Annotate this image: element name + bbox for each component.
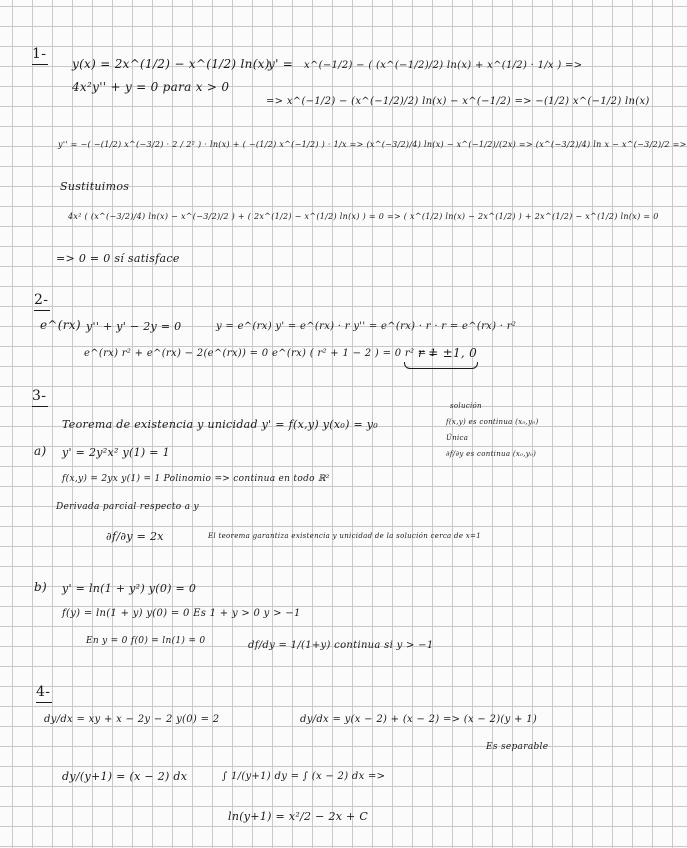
section-1-underline	[32, 64, 48, 65]
section-1-conclusion: => 0 = 0 sí satisface	[56, 252, 180, 265]
part-a-problem: y' = 2y²x² y(1) = 1	[62, 446, 170, 459]
part-b-label: b)	[34, 580, 47, 594]
separable-note: Es separable	[486, 742, 549, 752]
section-4-underline	[36, 702, 52, 703]
part-a-conclusion: El teorema garantiza existencia y unicidad de la solución cerca de x=1	[208, 532, 481, 540]
section-1-number: 1-	[32, 46, 47, 62]
partial-derivative: ∂f/∂y = 2x	[106, 530, 164, 543]
substitution-expression: 4x² ( (x^(−3/2)/4) ln(x) − x^(−3/2)/2 ) + ( 2x^(1/2) − x^(1/2) ln(x) ) = 0 => ( x^(1/2) ln(x) − 2x^(1/2) ) + 2x^(1/2) − x^(1/2) ln(x) = 0	[68, 212, 659, 221]
part-b-problem: y' = ln(1 + y²) y(0) = 0	[62, 582, 197, 595]
section-4-factored: dy/dx = y(x − 2) + (x − 2) => (x − 2)(y + 1)	[300, 714, 538, 725]
part-a-label: a)	[34, 444, 47, 458]
side-note-line-3: Única	[446, 434, 469, 442]
first-derivative-label: y' =	[268, 57, 294, 71]
side-note-line-4: ∂f/∂y es continua (x₀,y₀)	[446, 450, 537, 458]
side-note-line-1: solución	[450, 402, 482, 410]
section-2-underline	[34, 310, 50, 311]
section-4-equation: dy/dx = xy + x − 2y − 2 y(0) = 2	[44, 714, 220, 725]
section-2-derivatives: y = e^(rx) y' = e^(rx) · r y'' = e^(rx) · r · r = e^(rx) · r²	[216, 321, 517, 332]
side-note-line-2: f(x,y) es continua (x₀,y₀)	[446, 418, 539, 426]
result-bracket	[404, 362, 478, 369]
integral-result: ln(y+1) = x²/2 − 2x + C	[228, 810, 369, 823]
section-2-equation: y'' + y' − 2y = 0	[86, 320, 182, 333]
section-2-substitution: e^(rx) r² + e^(rx) − 2(e^(rx)) = 0 e^(rx) ( r² + 1 − 2 ) = 0 r² = 1	[84, 348, 437, 359]
part-a-function: f(x,y) = 2yx y(1) = 1 Polinomio => continua en todo ℝ²	[62, 474, 330, 484]
section-2-number: 2-	[34, 292, 49, 308]
exponential-ansatz: e^(rx)	[40, 318, 81, 332]
given-function: y(x) = 2x^(1/2) − x^(1/2) ln(x)	[72, 57, 270, 71]
section-2-roots: r = ±1, 0	[418, 346, 478, 360]
differential-equation: 4x²y'' + y = 0 para x > 0	[72, 80, 230, 94]
second-derivative: y'' = −( −(1/2) x^(−3/2) · 2 / 2² ) · ln(x) + ( −(1/2) x^(−1/2) ) · 1/x => (x^(−3/2)/4) ln(x) − x^(−1/2)/(2x) => (x^(−3/2)/4) ln x − x^(−3/2)/2 =>	[58, 140, 687, 149]
integral-expression: ∫ 1/(y+1) dy = ∫ (x − 2) dx =>	[222, 771, 386, 782]
section-3-underline	[32, 406, 48, 407]
substitute-label: Sustituimos	[60, 180, 130, 193]
section-3-number: 3-	[32, 388, 47, 404]
first-derivative-simplified: => x^(−1/2) − (x^(−1/2)/2) ln(x) − x^(−1/2) => −(1/2) x^(−1/2) ln(x)	[266, 96, 650, 107]
separated-variables: dy/(y+1) = (x − 2) dx	[62, 770, 188, 783]
section-4-number: 4-	[36, 684, 51, 700]
first-derivative-expression: x^(−1/2) − ( (x^(−1/2)/2) ln(x) + x^(1/2) · 1/x ) =>	[304, 60, 583, 71]
theorem-statement: Teorema de existencia y unicidad y' = f(x,y) y(x₀) = y₀	[62, 418, 379, 431]
part-b-partial: df/dy = 1/(1+y) continua si y > −1	[248, 640, 434, 651]
part-b-function: f(y) = ln(1 + y) y(0) = 0 Es 1 + y > 0 y > −1	[62, 608, 301, 619]
part-b-evaluation: En y = 0 f(0) = ln(1) = 0	[86, 636, 206, 646]
partial-derivative-label: Derivada parcial respecto a y	[56, 502, 199, 512]
